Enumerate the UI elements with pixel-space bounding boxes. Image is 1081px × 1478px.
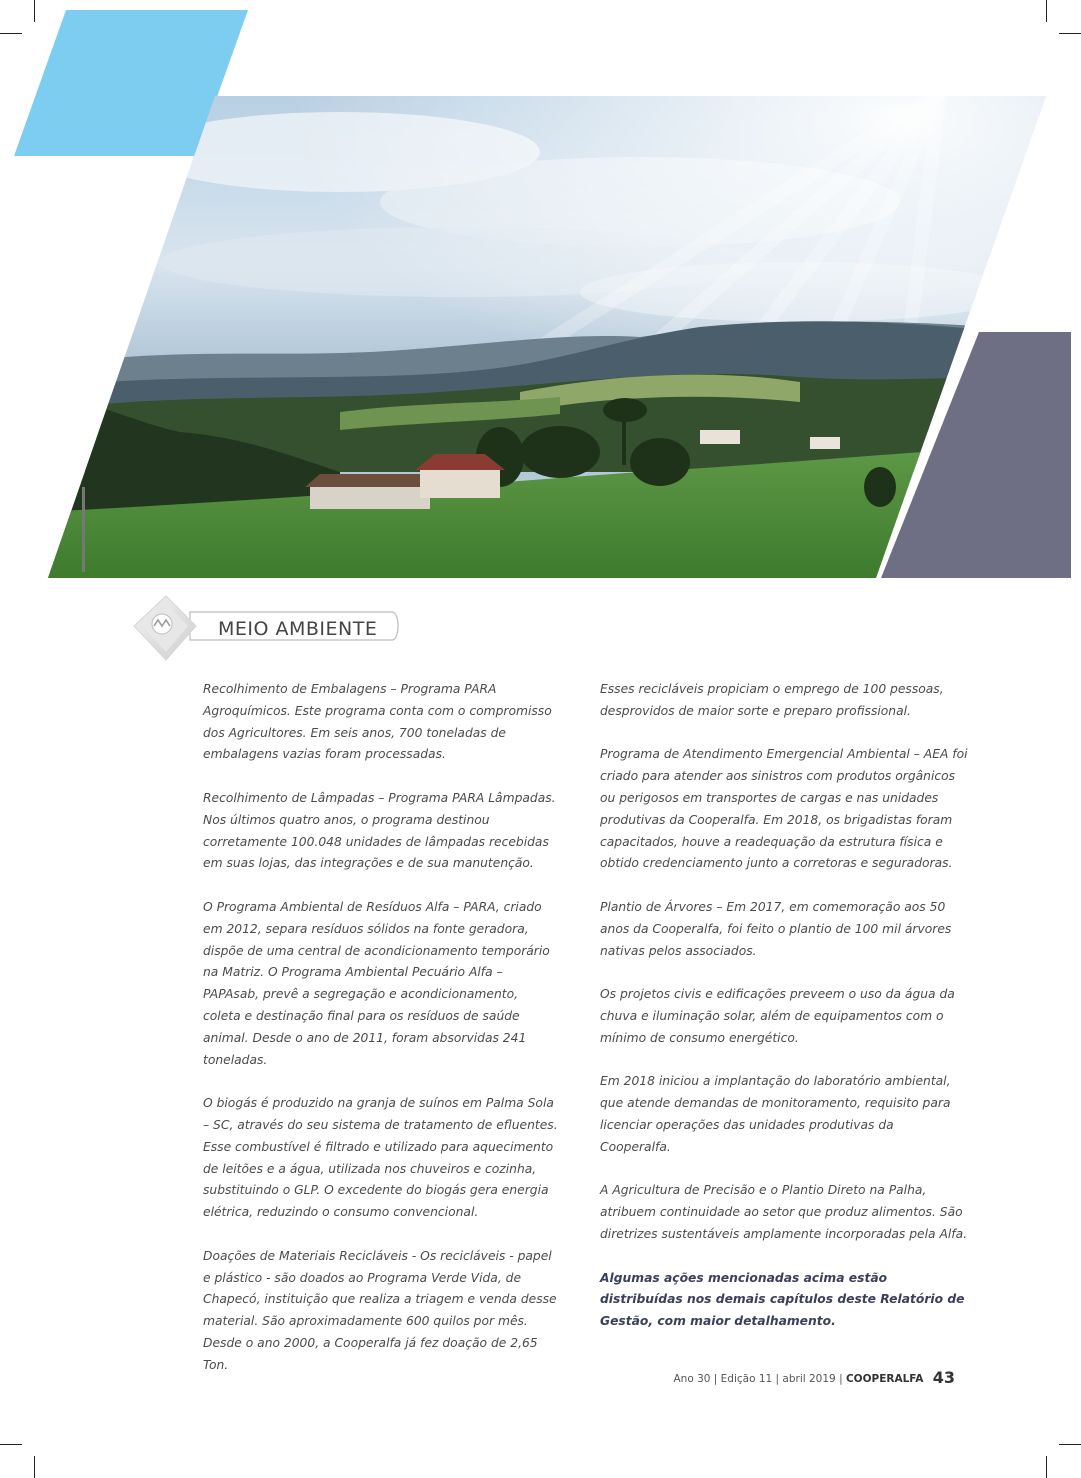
brand-name: COOPERALFA bbox=[845, 1373, 924, 1385]
crop-mark bbox=[34, 1456, 35, 1478]
paragraph: O biogás é produzido na granja de suínos em Palma Sola – SC, através do seu sistema de tratamento de efluentes. Esse combustível é filtrado e utilizado para aquecimento de leitões e a água, utilizada nos chuveiros e cozinha, substituindo o GLP. O excedente do biogás gera energia elétrica, reduzindo o consumo convencional. bbox=[203, 1096, 558, 1220]
paragraph: A Agricultura de Precisão e o Plantio Direto na Palha, atribuem continuidade ao setor que produz alimentos. São diretrizes sustentáveis amplamente incorporadas pela Alfa. bbox=[600, 1183, 968, 1241]
paragraph: Recolhimento de Embalagens – Programa PARA Agroquímicos. Este programa conta com o compromisso dos Agricultores. Em seis anos, 700 toneladas de embalagens vazias foram processadas. bbox=[203, 682, 552, 762]
section-title: MEIO AMBIENTE bbox=[218, 618, 378, 640]
left-column bbox=[203, 679, 558, 1398]
crop-mark bbox=[1059, 33, 1081, 34]
issue-info: Ano 30 | Edição 11 | abril 2019 | bbox=[673, 1373, 843, 1385]
paragraph: Em 2018 iniciou a implantação do laboratório ambiental, que atende demandas de monitoramento, requisito para licenciar operações das unidades produtivas da Cooperalfa. bbox=[600, 1074, 951, 1154]
crop-mark bbox=[1046, 1456, 1047, 1478]
paragraph: Esses recicláveis propiciam o emprego de 100 pessoas, desprovidos de maior sorte e preparo profissional. bbox=[600, 682, 944, 718]
paragraph: O Programa Ambiental de Resíduos Alfa – PARA, criado em 2012, separa resíduos sólidos na fonte geradora, dispõe de uma central de acondicionamento temporário na Matriz. O Programa Ambiental Pecuário Alfa – PAPAsab, prevê a segregação e acondicionamento, coleta e destinação final para os resíduos de saúde animal. Desde o ano de 2011, foram absorvidas 241 toneladas. bbox=[203, 899, 550, 1067]
paragraph: Os projetos civis e edificações preveem o uso da água da chuva e iluminação solar, além de equipamentos com o mínimo de consumo energético. bbox=[600, 987, 955, 1045]
crop-mark bbox=[1046, 0, 1047, 22]
paragraph: Recolhimento de Lâmpadas – Programa PARA Lâmpadas. Nos últimos quatro anos, o programa destinou corretamente 100.048 unidades de lâmpadas recebidas em suas lojas, das integrações e de sua manutenção. bbox=[203, 790, 556, 871]
paragraph: Doações de Materiais Recicláveis - Os recicláveis - papel e plástico - são doados ao Programa Verde Vida, de Chapecó, instituição que realiza a triagem e venda desse material. São aproximadamente 600 quilos por mês. Desde o ano 2000, a Cooperalfa já fez doação de 2,65 Ton. bbox=[203, 1248, 557, 1372]
landscape-photo bbox=[40, 92, 1050, 582]
paragraph: Programa de Atendimento Emergencial Ambiental – AEA foi criado para atender aos sinistros com produtos orgânicos ou perigosos em transportes de cargas e nas unidades produtivas da Cooperalfa. Em 2018, os brigadistas foram capacitados, houve a readequação da estrutura física e obtido credenciamento junto a corretoras e seguradoras. bbox=[600, 747, 968, 871]
page-number: 43 bbox=[932, 1368, 955, 1387]
right-column bbox=[600, 679, 968, 1355]
crop-mark bbox=[1059, 1444, 1081, 1445]
closing-note: Algumas ações mencionadas acima estão distribuídas nos demais capítulos deste Relatório de Gestão, com maior detalhamento. bbox=[600, 1270, 965, 1329]
paragraph: Plantio de Árvores – Em 2017, em comemoração aos 50 anos da Cooperalfa, foi feito o plantio de 100 mil árvores nativas pelos associados. bbox=[600, 899, 952, 958]
crop-mark bbox=[0, 1444, 22, 1445]
page-footer bbox=[673, 1368, 955, 1387]
